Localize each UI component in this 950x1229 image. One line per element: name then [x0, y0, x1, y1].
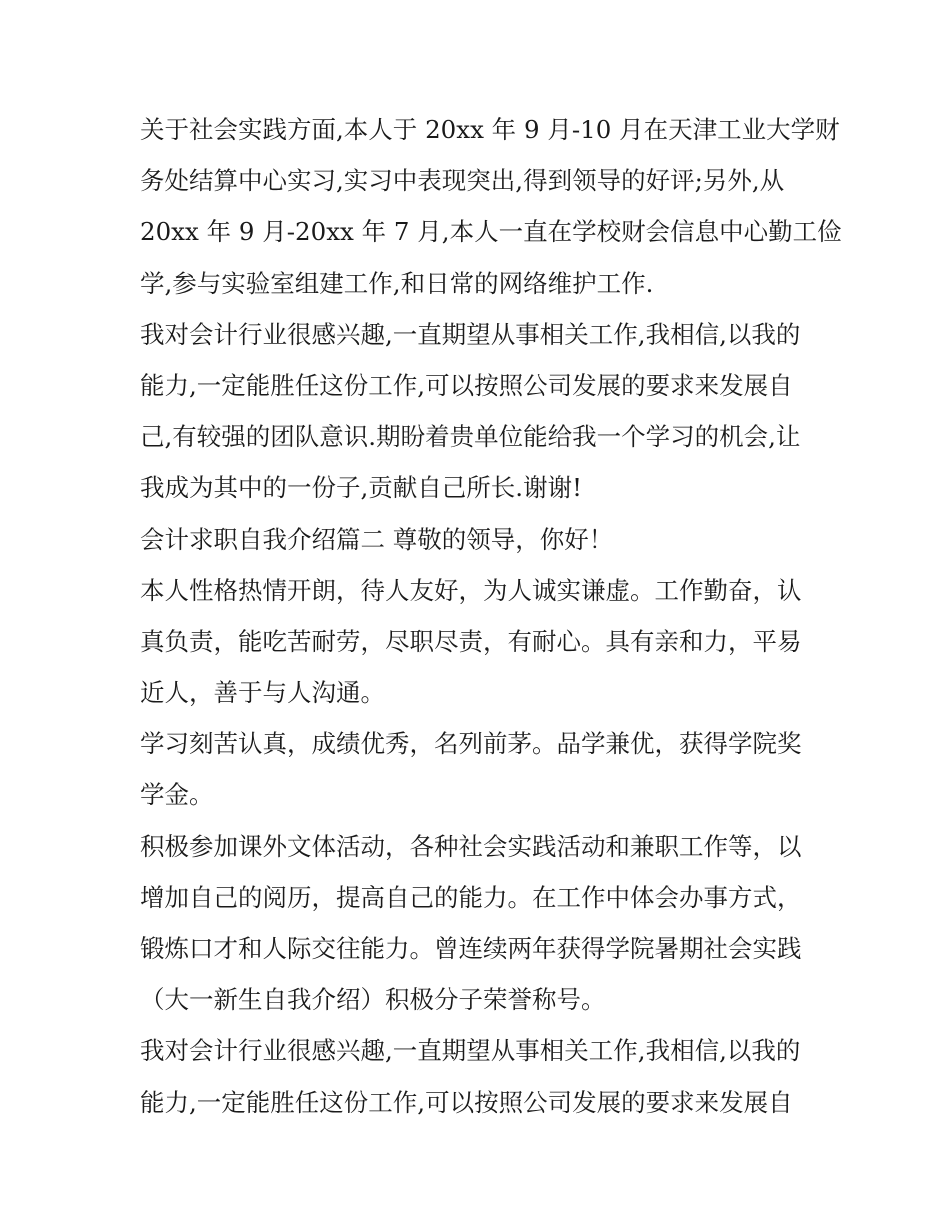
text-line: 积极参加课外文体活动，各种社会实践活动和兼职工作等，以	[140, 831, 802, 861]
text-line: 关于社会实践方面,本人于 20xx 年 9 月-10 月在天津工业大学财	[140, 115, 840, 144]
text-line: 能力,一定能胜任这份工作,可以按照公司发展的要求来发展自	[140, 1087, 793, 1117]
section-heading: 会计求职自我介绍篇二 尊敬的领导，你好！	[140, 524, 614, 554]
text-line: 己,有较强的团队意识.期盼着贵单位能给我一个学习的机会,让	[140, 422, 801, 452]
text-line: （大一新生自我介绍）积极分子荣誉称号。	[140, 985, 606, 1015]
text-line: 锻炼口才和人际交往能力。曾连续两年获得学院暑期社会实践	[140, 934, 802, 963]
text-line: 本人性格热情开朗，待人友好，为人诚实谦虚。工作勤奋，认	[140, 575, 802, 605]
text-line: 学,参与实验室组建工作,和日常的网络维护工作.	[140, 268, 654, 298]
text-line: 我对会计行业很感兴趣,一直期望从事相关工作,我相信,以我的	[140, 319, 801, 349]
text-line: 学习刻苦认真，成绩优秀，名列前茅。品学兼优，获得学院奖	[140, 729, 802, 759]
text-line: 近人，善于与人沟通。	[140, 678, 385, 708]
text-line: 真负责，能吃苦耐劳，尽职尽责，有耐心。具有亲和力，平易	[140, 626, 802, 656]
text-line: 务处结算中心实习,实习中表现突出,得到领导的好评;另外,从	[140, 166, 785, 196]
text-line: 能力,一定能胜任这份工作,可以按照公司发展的要求来发展自	[140, 370, 793, 400]
text-line: 学金。	[140, 780, 214, 810]
text-line: 我对会计行业很感兴趣,一直期望从事相关工作,我相信,以我的	[140, 1036, 801, 1066]
text-line: 增加自己的阅历，提高自己的能力。在工作中体会办事方式，	[140, 882, 802, 912]
text-line: 我成为其中的一份子,贡献自己所长.谢谢!	[140, 473, 582, 503]
document-body	[140, 104, 842, 1128]
text-line: 20xx 年 9 月-20xx 年 7 月,本人一直在学校财会信息中心勤工俭	[140, 217, 842, 247]
